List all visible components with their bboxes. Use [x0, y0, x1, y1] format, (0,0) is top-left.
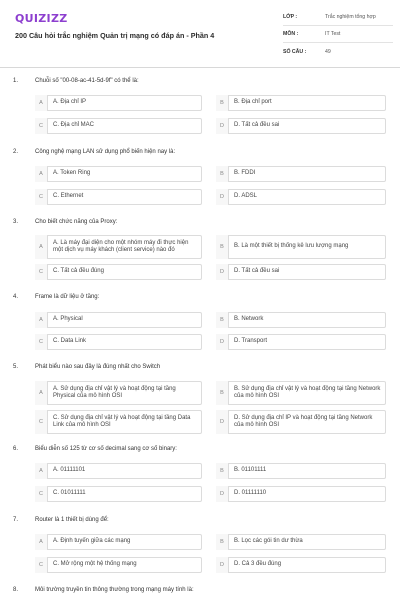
- question-header: [0, 78, 400, 90]
- option-a[interactable]: [35, 166, 202, 182]
- question-text: Frame là dữ liệu ở tầng:: [35, 294, 100, 300]
- meta-label: MÔN :: [283, 31, 299, 37]
- option-text: D. Sử dụng địa chỉ IP và hoạt động tại tầng Network của mô hình OSI: [234, 414, 373, 428]
- question-text: Công nghệ mạng LAN sử dụng phổ biến hiện nay là:: [35, 149, 176, 155]
- question-header: [0, 587, 400, 599]
- option-letter: D: [216, 557, 229, 573]
- question-text: Chuỗi số "00-08-ac-41-5d-9f" có thể là:: [35, 78, 139, 84]
- worksheet-header: [0, 0, 400, 66]
- meta-value: 49: [325, 48, 331, 55]
- option-letter: C: [35, 334, 48, 350]
- question-number: 5.: [13, 364, 19, 370]
- question-header: [0, 149, 400, 161]
- option-a[interactable]: [35, 381, 202, 405]
- option-text: A. Token Ring: [53, 170, 91, 177]
- option-c[interactable]: [35, 486, 202, 502]
- option-text: C. Sử dụng địa chỉ vật lý và hoạt động tại tầng Data Link của mô hình OSI: [53, 414, 191, 428]
- option-letter: D: [216, 189, 229, 205]
- question-number: 7.: [13, 517, 19, 523]
- meta-value: IT Test: [325, 31, 341, 37]
- question-text: Cho biết chức năng của Proxy:: [35, 219, 118, 225]
- option-d[interactable]: [216, 264, 386, 280]
- option-letter: B: [216, 95, 229, 111]
- question-number: 8.: [13, 587, 19, 593]
- option-letter: B: [216, 534, 229, 550]
- option-text: D. Tất cả đều sai: [234, 268, 280, 275]
- option-text: A. Physical: [53, 316, 83, 323]
- option-text: C. Mở rộng một hệ thống mạng: [53, 561, 137, 568]
- option-letter: D: [216, 410, 229, 434]
- option-text: C. Địa chỉ MAC: [53, 122, 95, 129]
- option-letter: B: [216, 312, 229, 328]
- option-letter: A: [35, 166, 48, 182]
- option-a[interactable]: [35, 463, 202, 479]
- option-letter: D: [216, 486, 229, 502]
- option-c[interactable]: [35, 334, 202, 350]
- option-letter: B: [216, 166, 229, 182]
- option-letter: C: [35, 264, 48, 280]
- question-header: [0, 219, 400, 231]
- option-c[interactable]: [35, 557, 202, 573]
- header-divider: [0, 67, 400, 68]
- option-letter: C: [35, 557, 48, 573]
- meta-row-count: [283, 43, 393, 60]
- option-d[interactable]: [216, 334, 386, 350]
- option-text: A. Địa chỉ IP: [53, 99, 87, 106]
- question-number: 1.: [13, 78, 19, 84]
- option-text: A. 01111101: [53, 467, 86, 474]
- option-letter: A: [35, 95, 48, 111]
- option-text: C. Ethernet: [53, 193, 84, 200]
- option-text: C. 01011111: [53, 490, 86, 497]
- option-text: A. Là máy đại diện cho một nhóm máy đi thực hiện một dịch vụ máy khách (client service) nào đó: [53, 239, 189, 253]
- option-b[interactable]: [216, 235, 386, 259]
- option-text: B. Địa chỉ port: [234, 99, 272, 106]
- option-letter: D: [216, 264, 229, 280]
- option-text: D. Tất cả đều sai: [234, 122, 280, 129]
- option-d[interactable]: [216, 118, 386, 134]
- option-text: D. 01111110: [234, 490, 267, 497]
- option-letter: B: [216, 463, 229, 479]
- option-letter: A: [35, 463, 48, 479]
- question-number: 6.: [13, 446, 19, 452]
- question-text: Môi trường truyền tin thông thường trong mạng máy tính là:: [35, 587, 194, 593]
- option-letter: D: [216, 118, 229, 134]
- question-text: Phát biểu nào sau đây là đúng nhất cho Switch: [35, 364, 161, 370]
- meta-label: LỚP :: [283, 14, 298, 20]
- option-a[interactable]: [35, 95, 202, 111]
- option-a[interactable]: [35, 534, 202, 550]
- option-b[interactable]: [216, 312, 386, 328]
- option-letter: C: [35, 486, 48, 502]
- option-text: A. Định tuyến giữa các mạng: [53, 538, 131, 545]
- question-header: [0, 364, 400, 376]
- option-text: B. Lọc các gói tin dư thừa: [234, 538, 303, 545]
- option-text: D. ADSL: [234, 193, 258, 200]
- option-b[interactable]: [216, 534, 386, 550]
- option-b[interactable]: [216, 166, 386, 182]
- option-letter: B: [216, 381, 229, 405]
- meta-row-class: [283, 9, 393, 26]
- meta-value: Trắc nghiệm tổng hợp: [325, 14, 376, 20]
- option-c[interactable]: [35, 264, 202, 280]
- question-header: [0, 294, 400, 306]
- option-letter: C: [35, 118, 48, 134]
- option-b[interactable]: [216, 381, 386, 405]
- option-text: C. Tất cả đều đúng: [53, 268, 104, 275]
- option-text: A. Sử dụng địa chỉ vật lý và hoạt động tại tầng Physical của mô hình OSI: [53, 385, 176, 399]
- option-letter: A: [35, 381, 48, 405]
- option-c[interactable]: [35, 410, 202, 434]
- option-b[interactable]: [216, 95, 386, 111]
- question-header: [0, 517, 400, 529]
- option-letter: D: [216, 334, 229, 350]
- option-letter: C: [35, 189, 48, 205]
- question-header: [0, 446, 400, 458]
- option-text: B. Sử dụng địa chỉ vật lý và hoạt động tại tầng Network của mô hình OSI: [234, 385, 381, 399]
- option-d[interactable]: [216, 410, 386, 434]
- option-text: B. Là một thiết bị thống kê lưu lượng mạng: [234, 243, 349, 250]
- option-text: C. Data Link: [53, 338, 87, 345]
- option-a[interactable]: [35, 312, 202, 328]
- question-text: Router là 1 thiết bị dùng để:: [35, 517, 109, 523]
- question-number: 3.: [13, 219, 19, 225]
- meta-row-subject: [283, 26, 393, 43]
- option-text: D. Cả 3 đều đúng: [234, 561, 282, 568]
- option-letter: C: [35, 410, 48, 434]
- question-number: 4.: [13, 294, 19, 300]
- option-letter: A: [35, 235, 48, 259]
- option-c[interactable]: [35, 189, 202, 205]
- option-text: D. Transport: [234, 338, 268, 345]
- question-number: 2.: [13, 149, 19, 155]
- option-d[interactable]: [216, 557, 386, 573]
- question-text: Biểu diễn số 125 từ cơ số decimal sang cơ số binary:: [35, 446, 177, 452]
- meta-label: SỐ CÂU :: [283, 48, 307, 55]
- option-text: B. FDDI: [234, 170, 256, 177]
- option-text: B. Network: [234, 316, 264, 323]
- worksheet-title: 200 Câu hỏi trắc nghiệm Quản trị mạng có đáp án - Phần 4: [15, 31, 215, 40]
- option-letter: A: [35, 312, 48, 328]
- option-b[interactable]: [216, 463, 386, 479]
- option-letter: B: [216, 235, 229, 259]
- option-letter: A: [35, 534, 48, 550]
- option-a[interactable]: [35, 235, 202, 259]
- quizizz-logo: QUIZIZZ: [15, 12, 68, 25]
- option-c[interactable]: [35, 118, 202, 134]
- option-text: B. 01101111: [234, 467, 267, 474]
- option-d[interactable]: [216, 189, 386, 205]
- option-d[interactable]: [216, 486, 386, 502]
- meta-table: [283, 9, 393, 60]
